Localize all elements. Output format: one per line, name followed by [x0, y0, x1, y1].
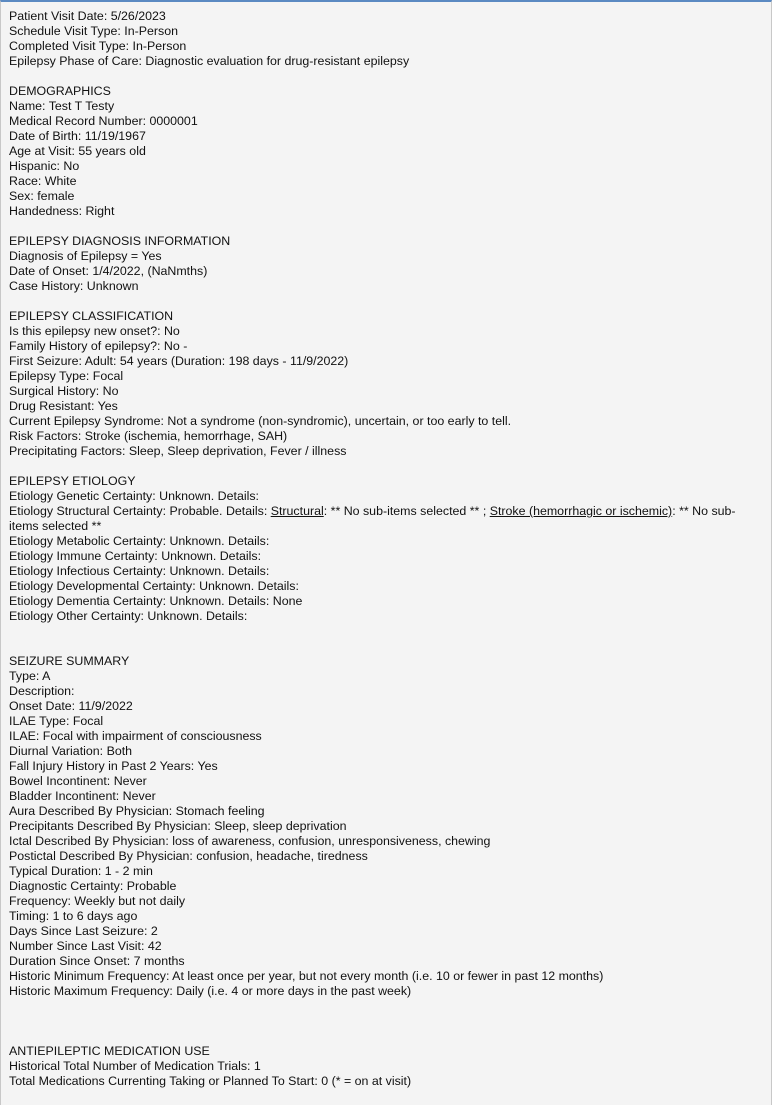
seizure-line: Bladder Incontinent: Never [9, 789, 156, 803]
section-heading: ANTIEPILEPTIC MEDICATION USE [9, 1044, 210, 1058]
etiology-structural-prefix: Etiology Structural Certainty: Probable. Details: [9, 504, 271, 518]
demographics-line: Hispanic: No [9, 159, 80, 173]
structural-link[interactable]: Structural [270, 504, 324, 518]
seizure-line: Bowel Incontinent: Never [9, 774, 147, 788]
classification-line: Drug Resistant: Yes [9, 399, 118, 413]
stroke-link[interactable]: Stroke (hemorrhagic or ischemic) [489, 504, 673, 518]
etiology-line: Etiology Metabolic Certainty: Unknown. Details: [9, 534, 270, 548]
etiology-structural-mid: : ** No sub-items selected ** ; [323, 504, 490, 518]
demographics-line: Race: White [9, 174, 77, 188]
seizure-summary-section [9, 654, 765, 999]
demographics-line: Handedness: Right [9, 204, 115, 218]
demographics-line: Age at Visit: 55 years old [9, 144, 146, 158]
seizure-line: Historic Minimum Frequency: At least once per year, but not every month (i.e. 10 or fewer in past 12 months) [9, 969, 604, 983]
demographics-line: Name: Test T Testy [9, 99, 115, 113]
seizure-line: Typical Duration: 1 - 2 min [9, 864, 153, 878]
seizure-line: Diurnal Variation: Both [9, 744, 133, 758]
completed-visit-type: Completed Visit Type: In-Person [9, 39, 187, 53]
visit-report [9, 9, 765, 1089]
medication-line: Historical Total Number of Medication Trials: 1 [9, 1059, 261, 1073]
etiology-line: Etiology Developmental Certainty: Unknown. Details: [9, 579, 299, 593]
seizure-line: Historic Maximum Frequency: Daily (i.e. 4 or more days in the past week) [9, 984, 412, 998]
seizure-line: Type: A [9, 669, 51, 683]
section-heading: SEIZURE SUMMARY [9, 654, 130, 668]
etiology-line: Etiology Immune Certainty: Unknown. Details: [9, 549, 262, 563]
etiology-structural [9, 504, 765, 534]
seizure-line: ILAE: Focal with impairment of consciousness [9, 729, 262, 743]
etiology-line: Etiology Dementia Certainty: Unknown. Details: None [9, 594, 303, 608]
demographics-line: Medical Record Number: 0000001 [9, 114, 198, 128]
seizure-line: Description: [9, 684, 75, 698]
seizure-line: Diagnostic Certainty: Probable [9, 879, 177, 893]
classification-line: Current Epilepsy Syndrome: Not a syndrome (non-syndromic), uncertain, or too early to tell. [9, 414, 512, 428]
etiology-section [9, 474, 765, 624]
seizure-line: Postictal Described By Physician: confusion, headache, tiredness [9, 849, 368, 863]
section-heading: EPILEPSY CLASSIFICATION [9, 309, 174, 323]
classification-line: Is this epilepsy new onset?: No [9, 324, 180, 338]
seizure-line: Precipitants Described By Physician: Sleep, sleep deprivation [9, 819, 347, 833]
seizure-line: Onset Date: 11/9/2022 [9, 699, 133, 713]
seizure-line: Days Since Last Seizure: 2 [9, 924, 158, 938]
demographics-line: Sex: female [9, 189, 75, 203]
seizure-line: Aura Described By Physician: Stomach feeling [9, 804, 265, 818]
seizure-line: Timing: 1 to 6 days ago [9, 909, 138, 923]
etiology-genetic: Etiology Genetic Certainty: Unknown. Details: [9, 489, 259, 503]
classification-line: Precipitating Factors: Sleep, Sleep deprivation, Fever / illness [9, 444, 347, 458]
medication-line: Total Medications Currenting Taking or Planned To Start: 0 (* = on at visit) [9, 1074, 412, 1088]
seizure-line: Duration Since Onset: 7 months [9, 954, 185, 968]
section-heading: DEMOGRAPHICS [9, 84, 111, 98]
seizure-line: Ictal Described By Physician: loss of awareness, confusion, unresponsiveness, chewing [9, 834, 491, 848]
section-heading: EPILEPSY ETIOLOGY [9, 474, 136, 488]
demographics-line: Date of Birth: 11/19/1967 [9, 129, 146, 143]
seizure-line: ILAE Type: Focal [9, 714, 104, 728]
demographics-section [9, 84, 765, 219]
visit-info [9, 9, 765, 69]
seizure-line: Frequency: Weekly but not daily [9, 894, 186, 908]
classification-line: Surgical History: No [9, 384, 119, 398]
classification-line: Risk Factors: Stroke (ischemia, hemorrhage, SAH) [9, 429, 288, 443]
etiology-line: Etiology Other Certainty: Unknown. Details: [9, 609, 248, 623]
schedule-visit-type: Schedule Visit Type: In-Person [9, 24, 178, 38]
visit-date: Patient Visit Date: 5/26/2023 [9, 9, 166, 23]
section-heading: EPILEPSY DIAGNOSIS INFORMATION [9, 234, 231, 248]
diagnosis-line: Date of Onset: 1/4/2022, (NaNmths) [9, 264, 208, 278]
medication-section [9, 1044, 765, 1089]
classification-line: Family History of epilepsy?: No - [9, 339, 188, 353]
diagnosis-section [9, 234, 765, 294]
phase-of-care: Epilepsy Phase of Care: Diagnostic evaluation for drug-resistant epilepsy [9, 54, 410, 68]
classification-line: Epilepsy Type: Focal [9, 369, 124, 383]
seizure-line: Fall Injury History in Past 2 Years: Yes [9, 759, 218, 773]
seizure-line: Number Since Last Visit: 42 [9, 939, 162, 953]
diagnosis-line: Case History: Unknown [9, 279, 139, 293]
classification-line: First Seizure: Adult: 54 years (Duration: 198 days - 11/9/2022) [9, 354, 349, 368]
diagnosis-line: Diagnosis of Epilepsy = Yes [9, 249, 162, 263]
etiology-line: Etiology Infectious Certainty: Unknown. Details: [9, 564, 270, 578]
classification-section [9, 309, 765, 459]
etiology-structural-suffix: : ** No sub-items selected ** [9, 504, 736, 533]
